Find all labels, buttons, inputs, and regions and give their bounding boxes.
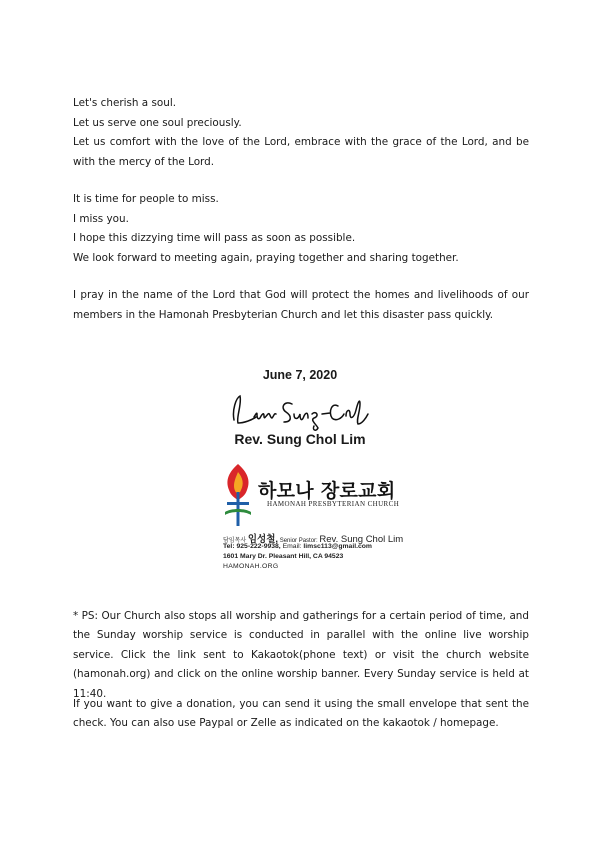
- card-senior-label: Senior Pastor:: [279, 538, 318, 544]
- letter-line: Let us serve one soul preciously.: [73, 116, 242, 129]
- card-tel-label: Tel:: [223, 543, 235, 550]
- handwritten-signature: [226, 390, 376, 432]
- letter-date: June 7, 2020: [262, 368, 338, 382]
- letter-line: I miss you.: [73, 212, 129, 225]
- card-website: HAMONAH.ORG: [223, 563, 279, 570]
- letter-line: We look forward to meeting again, praying together and sharing together.: [73, 251, 459, 264]
- letter-line: Let us comfort with the love of the Lord, embrace with the grace of the Lord, and be with the mercy of the Lord.: [73, 136, 529, 168]
- postscript-paragraph-1: * PS: Our Church also stops all worship and gatherings for a certain period of time, and the Sunday worship service is conducted in parallel with the online live worship service. Click the link sent to Kakaotok(phone text) or visit the church website (hamonah.org) and click on the online worship banner. Every Sunday service is held at 11:40.: [73, 610, 529, 700]
- card-address: 1601 Mary Dr. Pleasant Hill, CA 94523: [223, 553, 344, 560]
- pastor-name: Rev. Sung Chol Lim: [234, 431, 366, 447]
- letter-line: I hope this dizzying time will pass as soon as possible.: [73, 232, 356, 245]
- letter-paragraph-2: [73, 190, 529, 268]
- postscript-paragraph-2: If you want to give a donation, you can send it using the small envelope that sent the check. You can also use Paypal or Zelle as indicated on the kakaotok / homepage.: [73, 698, 529, 730]
- card-email: limsc113@gmail.com: [303, 543, 372, 550]
- logo-english-name: HAMONAH PRESBYTERIAN CHURCH: [267, 500, 400, 508]
- card-title-korean: 담임목사: [223, 538, 247, 544]
- card-contact-line: [223, 543, 372, 550]
- letter-paragraph-1: [73, 94, 529, 172]
- letter-line: It is time for people to miss.: [73, 193, 219, 205]
- card-name-korean: 임성철,: [247, 534, 279, 545]
- church-logo: [221, 462, 421, 532]
- card-tel: 925-222-9938,: [236, 543, 281, 550]
- flame-cross-icon: [221, 462, 255, 528]
- card-email-label: Email:: [282, 543, 302, 550]
- card-pastor-name: Rev. Sung Chol Lim: [319, 534, 404, 545]
- letter-paragraph-3: I pray in the name of the Lord that God will protect the homes and livelihoods of our members in the Hamonah Presbyterian Church and let this disaster pass quickly.: [73, 289, 529, 321]
- logo-korean-name: 하모나 장로교회: [258, 480, 396, 502]
- letter-line: Let's cherish a soul.: [73, 97, 177, 109]
